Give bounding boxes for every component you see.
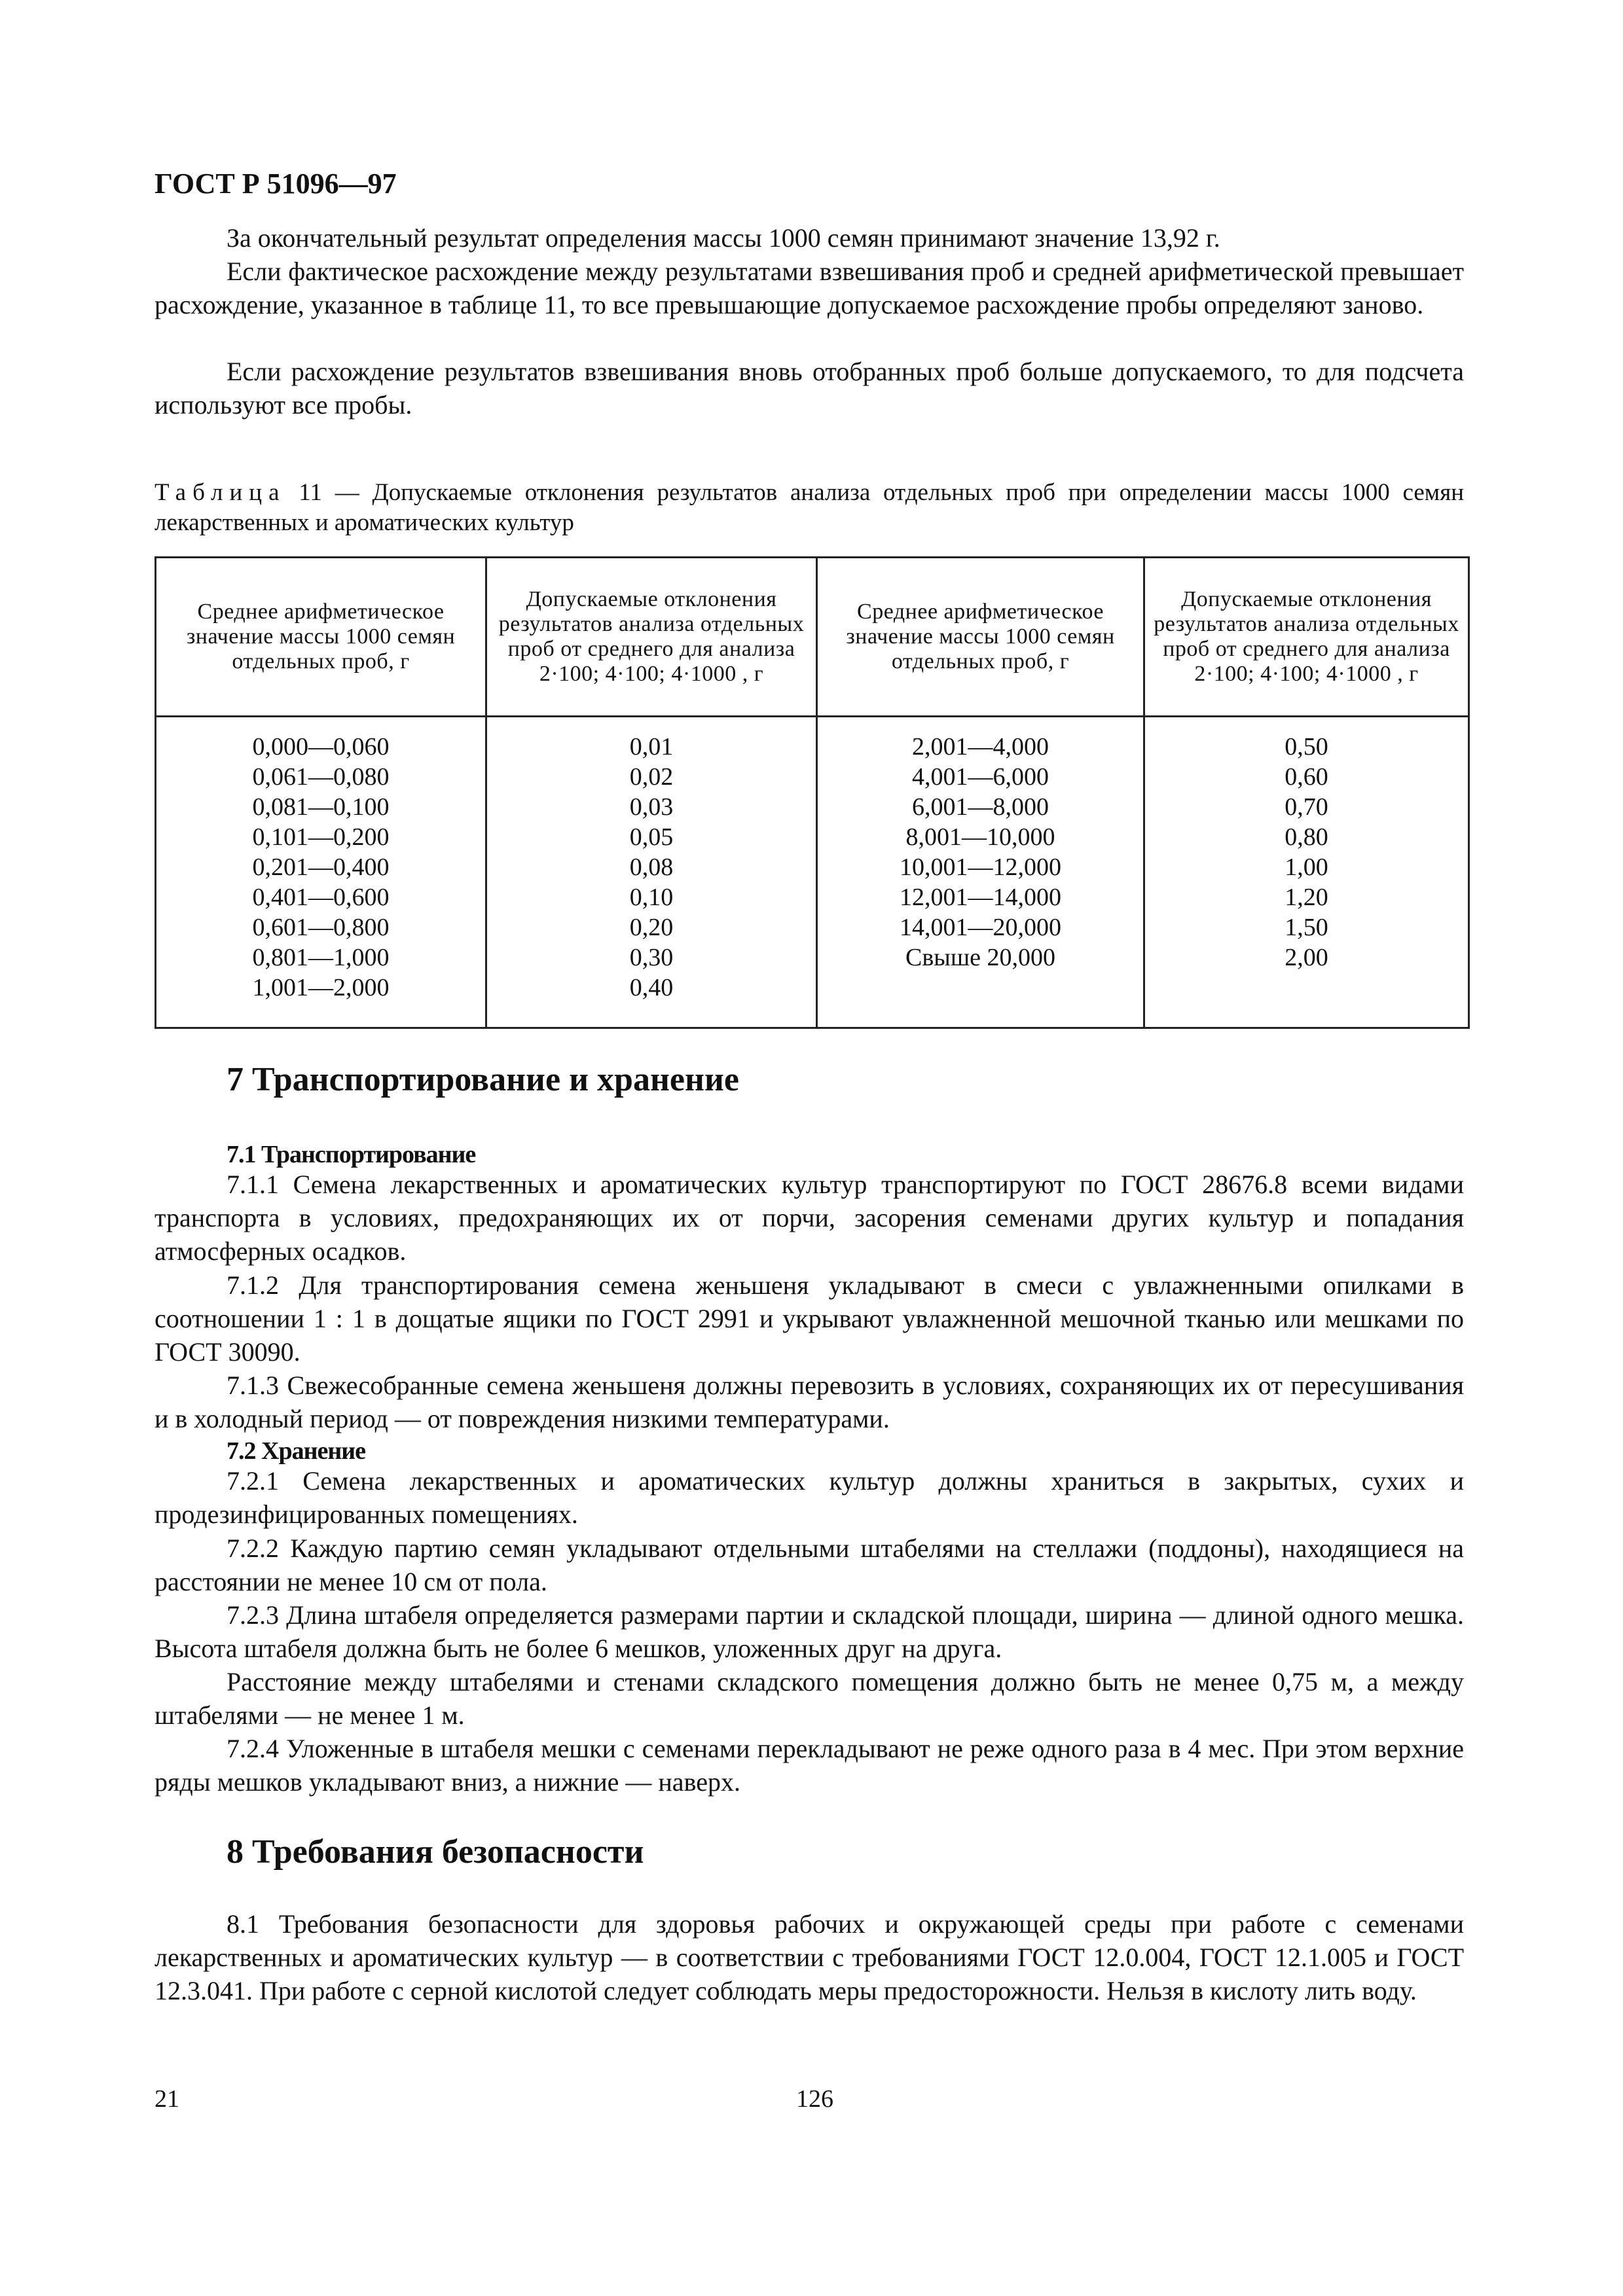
table-cell: 14,001—20,000 (900, 914, 1061, 941)
page-number-center: 126 (796, 2085, 833, 2113)
table-header-row (156, 558, 1469, 717)
page-number-left: 21 (155, 2085, 179, 2113)
table-cell: 1,00 (1285, 853, 1328, 881)
header-mean-mass-1: Среднее арифметическое значение массы 1000 семян отдельных проб, г (156, 558, 486, 717)
document-code: ГОСТ Р 51096—97 (155, 168, 397, 200)
intro-paragraph-2: Если фактическое расхождение между результатами взвешивания проб и средней арифметической превышает расхождение, указанное в таблице 11, то все превышающие допускаемое расхождение пробы определяют заново. (155, 257, 1464, 319)
subsection-7-1-title: 7.1 Транспортирование (227, 1141, 476, 1168)
subsection-7-2-title: 7.2 Хранение (227, 1437, 365, 1465)
table-cell: 2,00 (1285, 944, 1328, 971)
table-cell: 0,40 (629, 974, 674, 1001)
table-cell: 0,061—0,080 (252, 763, 390, 791)
table-cell: 4,001—6,000 (912, 763, 1049, 791)
table-cell: 8,001—10,000 (905, 823, 1055, 851)
tolerance-table (155, 556, 1470, 1029)
table-cell: 0,401—0,600 (252, 884, 390, 911)
paragraph-7-2-3: 7.2.3 Длина штабеля определяется размерами партии и складской площади, ширина — длиной одного мешка. Высота штабеля должна быть не более 6 мешков, уложенных друг на друга. (155, 1600, 1464, 1663)
table-cell: 0,60 (1285, 763, 1328, 791)
paragraph-7-2-4: 7.2.4 Уложенные в штабеля мешки с семенами перекладывают не реже одного раза в 4 мес. При этом верхние ряды мешков укладывают вниз, а нижние — наверх. (155, 1734, 1464, 1797)
table-cell: 0,20 (629, 914, 674, 941)
table-caption (155, 478, 1464, 538)
table-cell: 12,001—14,000 (900, 884, 1061, 911)
table-cell: 1,001—2,000 (252, 974, 390, 1001)
table-cell: 10,001—12,000 (900, 853, 1061, 881)
paragraph-7-1-3: 7.1.3 Свежесобранные семена женьшеня должны перевозить в условиях, сохраняющих их от пересушивания и в холодный период — от повреждения низкими температурами. (155, 1371, 1464, 1433)
table-cell: 0,081—0,100 (252, 793, 390, 821)
paragraph-7-2-1: 7.2.1 Семена лекарственных и ароматических культур должны храниться в закрытых, сухих и продезинфицированных помещениях. (155, 1466, 1464, 1529)
table-cell: 2,001—4,000 (912, 733, 1049, 761)
table-cell: 0,02 (629, 763, 674, 791)
table-cell: 0,01 (629, 733, 674, 761)
paragraph-7-2-3-spacing: Расстояние между штабелями и стенами складского помещения должно быть не менее 0,75 м, а между штабелями — не менее 1 м. (155, 1667, 1464, 1730)
paragraph-7-1-2: 7.1.2 Для транспортирования семена женьшеня укладывают в смеси с увлажненными опилками в соотношении 1 : 1 в дощатые ящики по ГОСТ 2991 и укрывают увлажненной мешочной тканью или мешками по ГОСТ 30090. (155, 1270, 1464, 1367)
paragraph-7-1-1: 7.1.1 Семена лекарственных и ароматических культур транспортируют по ГОСТ 28676.8 всеми видами транспорта в условиях, предохраняющих их от порчи, засорения семенами других культур и попадания атмосферных осадков. (155, 1170, 1464, 1266)
paragraph-8-1: 8.1 Требования безопасности для здоровья рабочих и окружающей среды при работе с семенами лекарственных и ароматических культур — в соответствии с требованиями ГОСТ 12.0.004, ГОСТ 12.1.005 и ГОСТ 12.3.041. При работе с серной кислотой следует соблюдать меры предосторожности. Нельзя в кислоту лить воду. (155, 1909, 1464, 2005)
table-cell: 0,03 (629, 793, 674, 821)
table-cell: 0,801—1,000 (252, 944, 390, 971)
table-cell: 0,601—0,800 (252, 914, 390, 941)
table-cell: 1,50 (1285, 914, 1328, 941)
column-deviation-1 (486, 717, 817, 1028)
header-mean-mass-2: Среднее арифметическое значение массы 1000 семян отдельных проб, г (817, 558, 1144, 717)
table-cell: 0,10 (629, 884, 674, 911)
table-cell: 0,80 (1285, 823, 1328, 851)
column-deviation-2 (1144, 717, 1469, 1028)
table-cell: 0,30 (629, 944, 674, 971)
table-caption-text: 11 — Допускаемые отклонения результатов анализа отдельных проб при определении массы 1000 семян лекарственных и ароматических культур (155, 479, 1465, 536)
table-cell: 0,101—0,200 (252, 823, 390, 851)
table-cell: 0,000—0,060 (252, 733, 390, 761)
table-cell: 0,08 (629, 853, 674, 881)
header-deviation-1: Допускаемые отклонения результатов анализа отдельных проб от среднего для анализа 2·100; 4·100; 4·1000 , г (486, 558, 817, 717)
section-8-title: 8 Требования безопасности (227, 1833, 644, 1871)
table-cell: 1,20 (1285, 884, 1328, 911)
table-cell: 0,50 (1285, 733, 1328, 761)
column-mean-mass-1 (156, 717, 486, 1028)
table-body-row (156, 717, 1469, 1028)
table-cell: 6,001—8,000 (912, 793, 1049, 821)
paragraph-7-2-2: 7.2.2 Каждую партию семян укладывают отдельными штабелями на стеллажи (поддоны), находящиеся на расстоянии не менее 10 см от пола. (155, 1534, 1464, 1596)
table-cell: 0,201—0,400 (252, 853, 390, 881)
table-cell: 0,70 (1285, 793, 1328, 821)
section-7-title: 7 Транспортирование и хранение (227, 1061, 739, 1098)
intro-paragraph-1: За окончательный результат определения массы 1000 семян принимают значение 13,92 г. (227, 223, 1220, 253)
table-cell: Свыше 20,000 (905, 944, 1055, 971)
table-cell: 0,05 (629, 823, 674, 851)
intro-paragraph-3: Если расхождение результатов взвешивания вновь отобранных проб больше допускаемого, то для подсчета используют все пробы. (155, 357, 1464, 420)
header-deviation-2: Допускаемые отклонения результатов анализа отдельных проб от среднего для анализа 2·100; 4·100; 4·1000 , г (1144, 558, 1469, 717)
table-caption-label: Таблица (155, 479, 286, 506)
column-mean-mass-2 (817, 717, 1144, 1028)
